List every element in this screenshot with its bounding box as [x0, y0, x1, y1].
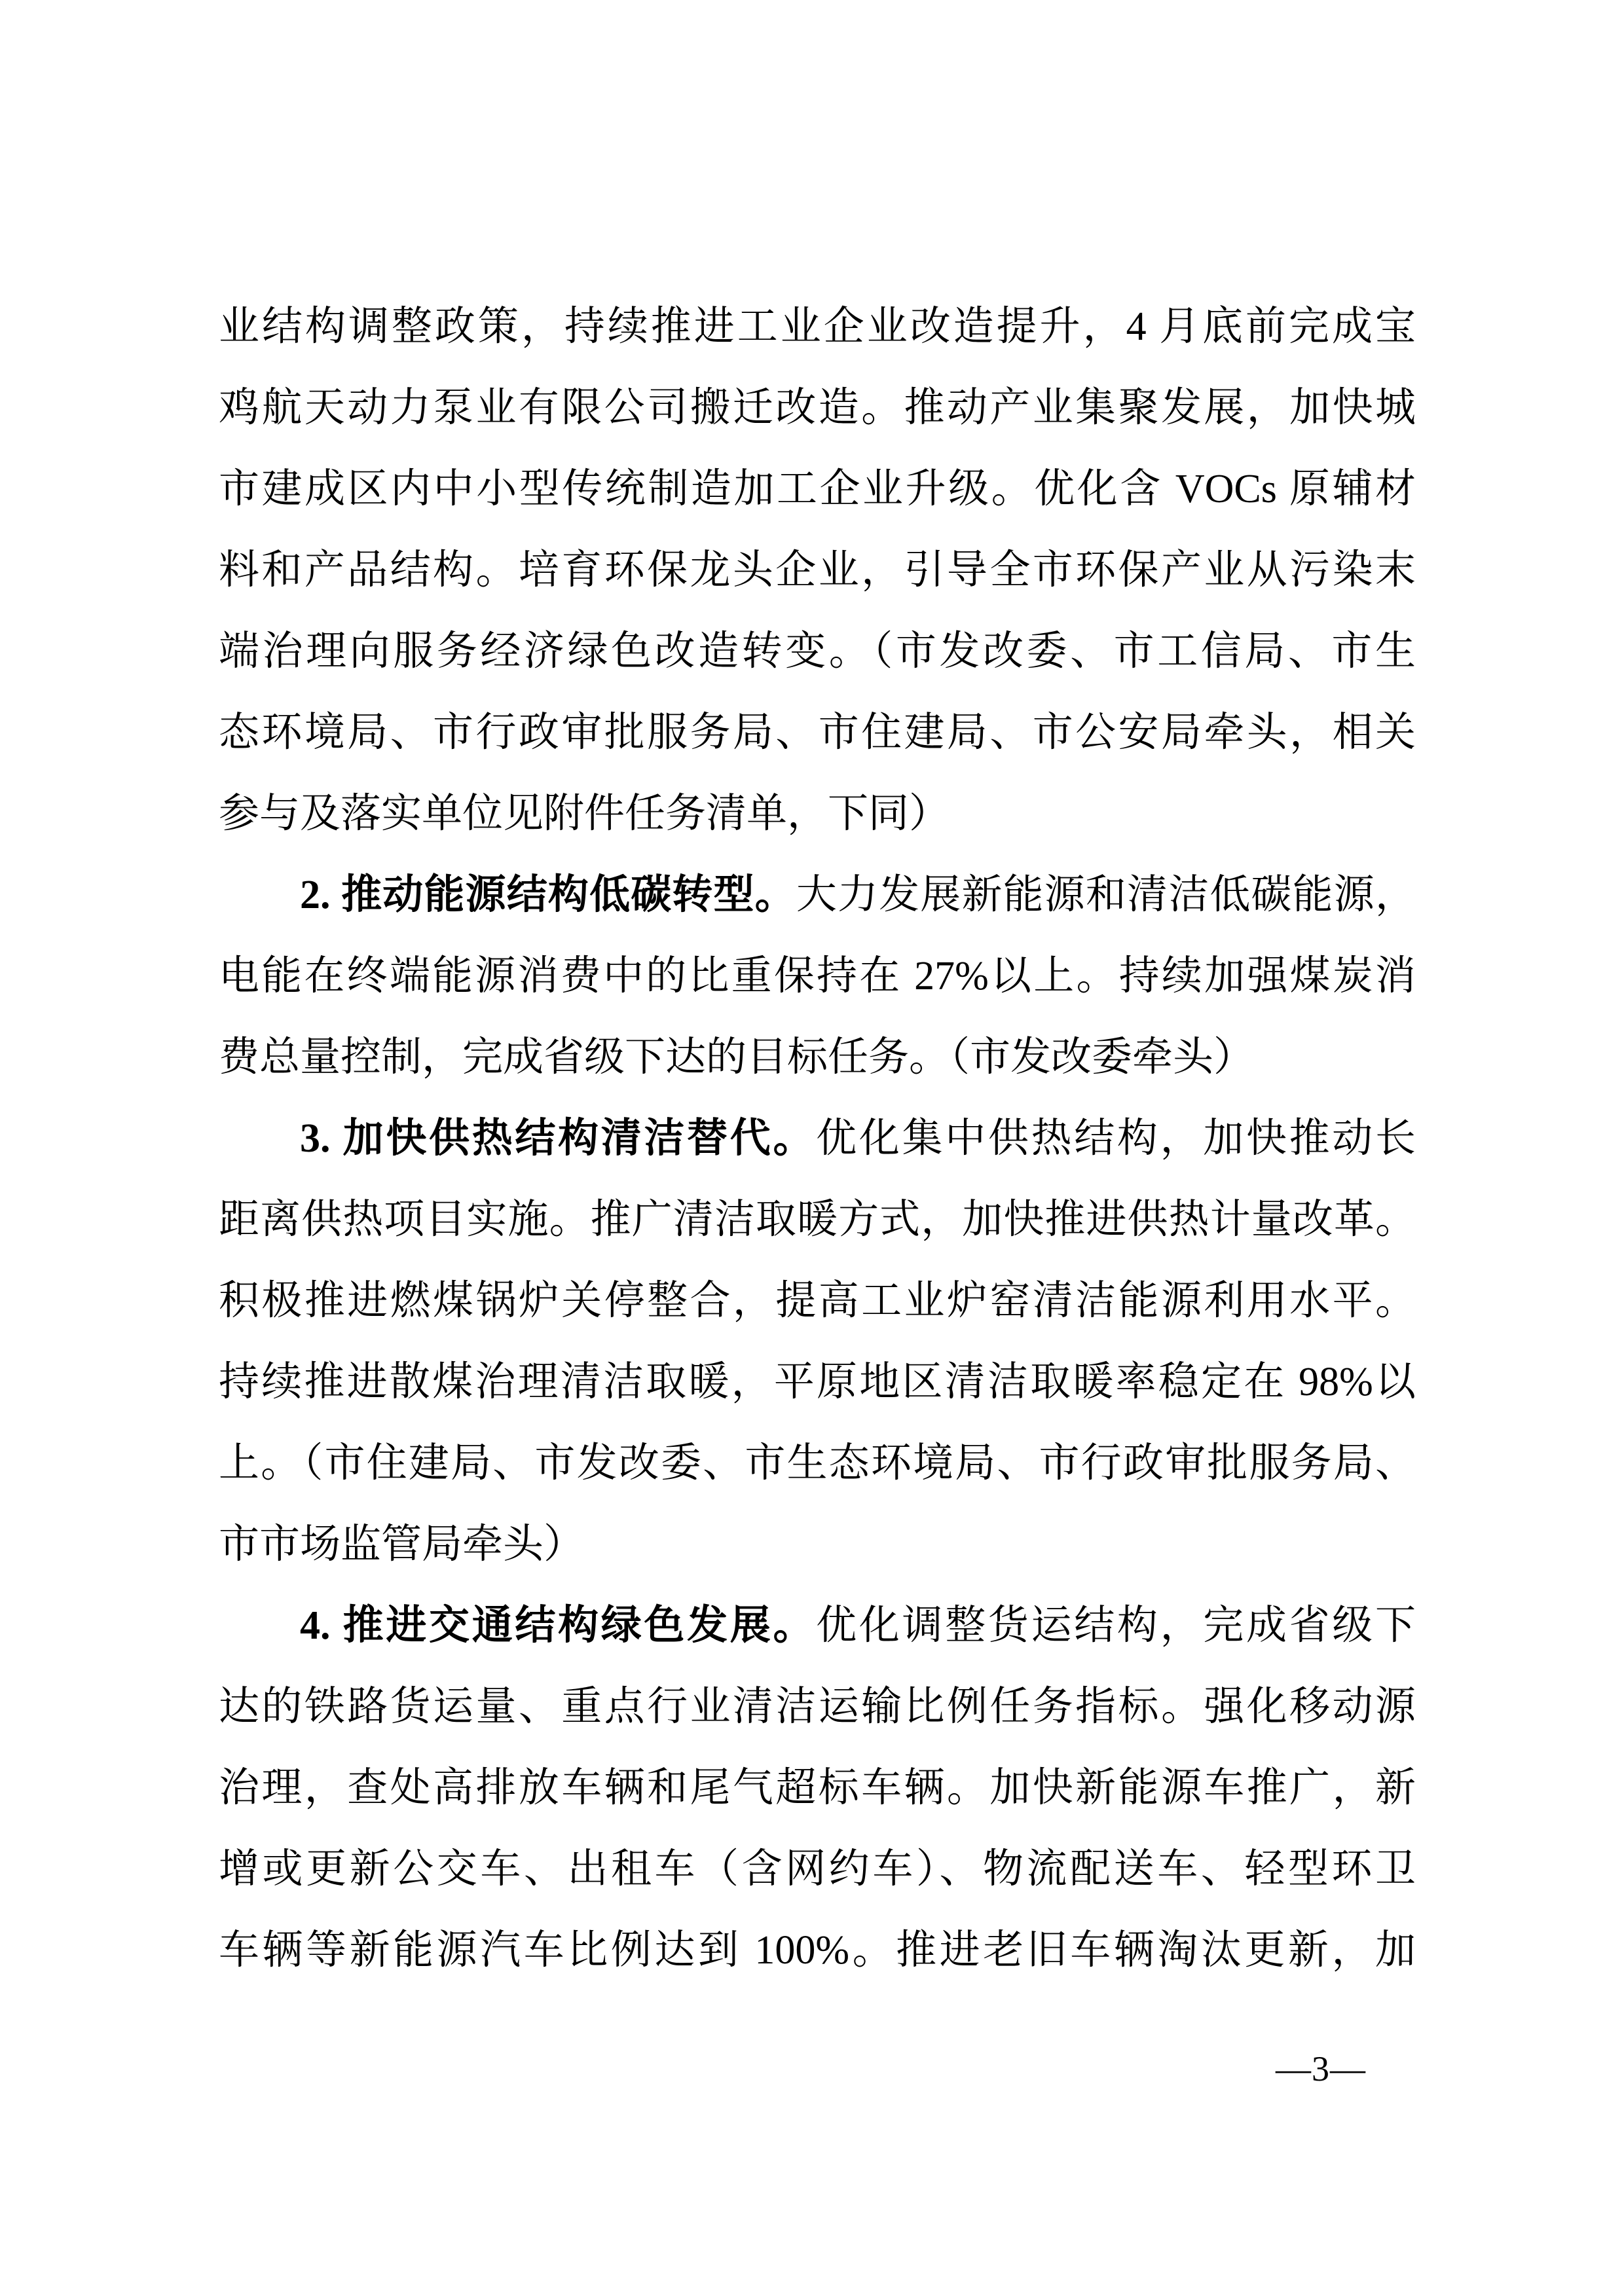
- text-line: [219, 936, 1416, 1017]
- text-line: [219, 286, 1416, 367]
- text-line: [219, 692, 1416, 773]
- line-text: 持续推进散煤治理清洁取暖，平原地区清洁取暖率稳定在 98%以: [219, 1360, 1416, 1404]
- line-text: 市市场监管局牵头）: [219, 1522, 585, 1567]
- line-text: 市建成区内中小型传统制造加工企业升级。优化含 VOCs 原辅材: [219, 467, 1416, 511]
- text-line: [219, 1910, 1416, 1991]
- text-line: [219, 1017, 1416, 1098]
- line-text: 大力发展新能源和清洁低碳能源，: [796, 873, 1416, 917]
- line-text: 优化集中供热结构，加快推动长: [816, 1116, 1416, 1161]
- text-line: [219, 1179, 1416, 1260]
- text-line: [219, 448, 1416, 530]
- line-text: 业结构调整政策，持续推进工业企业改造提升，4 月底前完成宝: [219, 304, 1416, 349]
- line-text: 治理，查处高排放车辆和尾气超标车辆。加快新能源车推广，新: [219, 1766, 1416, 1810]
- section-4-heading: 4. 推进交通结构绿色发展。: [300, 1603, 817, 1648]
- line-text: 料和产品结构。培育环保龙头企业，引导全市环保产业从污染末: [219, 548, 1416, 592]
- text-line: [219, 773, 1416, 854]
- text-line: [219, 611, 1416, 692]
- text-line: [219, 1747, 1416, 1829]
- line-text: 端治理向服务经济绿色改造转变。（市发改委、市工信局、市生: [219, 629, 1416, 674]
- text-line: [219, 1260, 1416, 1341]
- text-line-section-3: [219, 1098, 1416, 1179]
- section-3-heading: 3. 加快供热结构清洁替代。: [300, 1116, 817, 1161]
- text-line-section-4: [219, 1585, 1416, 1666]
- document-body: [219, 286, 1416, 1991]
- text-line: [219, 1341, 1416, 1423]
- line-text: 达的铁路货运量、重点行业清洁运输比例任务指标。强化移动源: [219, 1685, 1416, 1729]
- text-line: [219, 1829, 1416, 1910]
- line-text: 优化调整货运结构，完成省级下: [816, 1603, 1416, 1648]
- line-text: 参与及落实单位见附件任务清单，下同）: [219, 792, 950, 836]
- text-line: [219, 530, 1416, 611]
- text-line-section-2: [219, 854, 1416, 936]
- line-text: 距离供热项目实施。推广清洁取暖方式，加快推进供热计量改革。: [219, 1197, 1416, 1242]
- text-line: [219, 1666, 1416, 1747]
- line-text: 上。（市住建局、市发改委、市生态环境局、市行政审批服务局、: [219, 1441, 1416, 1485]
- line-text: 增或更新公交车、出租车（含网约车）、物流配送车、轻型环卫: [219, 1847, 1416, 1891]
- line-text: 态环境局、市行政审批服务局、市住建局、市公安局牵头，相关: [219, 710, 1416, 755]
- line-text: 车辆等新能源汽车比例达到 100%。推进老旧车辆淘汰更新，加: [219, 1928, 1416, 1973]
- line-text: 费总量控制，完成省级下达的目标任务。（市发改委牵头）: [219, 1035, 1255, 1080]
- text-line: [219, 1504, 1416, 1585]
- page-number: —3—: [1276, 2049, 1366, 2088]
- line-text: 积极推进燃煤锅炉关停整合，提高工业炉窑清洁能源利用水平。: [219, 1279, 1416, 1323]
- line-text: 鸡航天动力泵业有限公司搬迁改造。推动产业集聚发展，加快城: [219, 386, 1416, 430]
- section-2-heading: 2. 推动能源结构低碳转型。: [300, 873, 796, 917]
- line-text: 电能在终端能源消费中的比重保持在 27%以上。持续加强煤炭消: [219, 954, 1416, 998]
- text-line: [219, 1423, 1416, 1504]
- text-line: [219, 367, 1416, 448]
